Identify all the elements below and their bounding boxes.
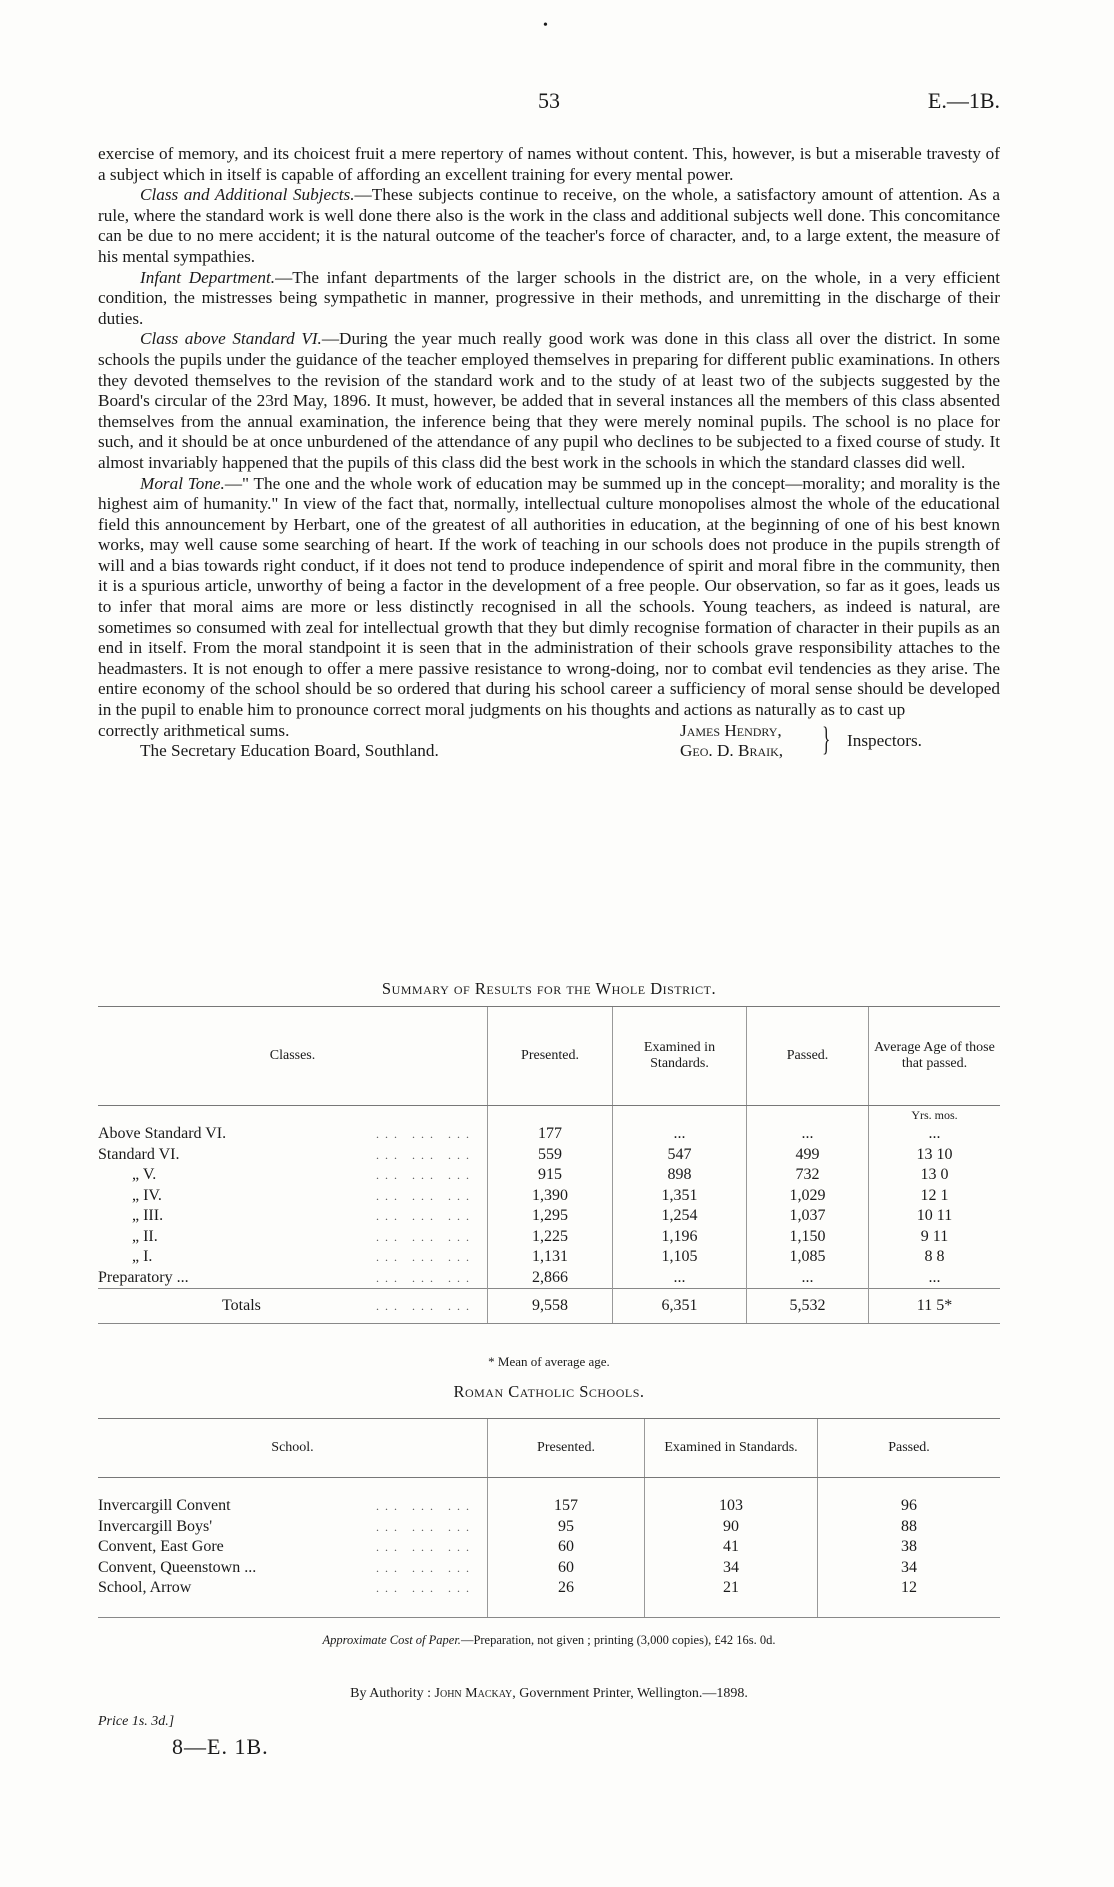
average-age-cell: ...	[869, 1268, 1001, 1289]
passed-cell: 38	[818, 1537, 1001, 1558]
examined-cell: 547	[613, 1145, 747, 1166]
document-reference: E.—1B.	[927, 88, 1000, 113]
examined-cell: 898	[613, 1165, 747, 1186]
examined-cell: 21	[645, 1578, 818, 1599]
examined-cell: ...	[613, 1124, 747, 1145]
paragraph-class-subjects	[98, 185, 1000, 267]
school-name: Convent, East Gore	[98, 1538, 224, 1555]
paragraph-continuation: exercise of memory, and its choicest fruit a mere repertory of names without content. This, however, is but a miserable travesty of a subject which in itself is capable of affording an excellent training for every mental power.	[98, 144, 1000, 184]
examined-cell: 34	[645, 1558, 818, 1579]
table-row	[98, 1268, 1000, 1289]
leader-dots: ... ... ...	[376, 1127, 475, 1141]
presented-cell: 157	[488, 1496, 645, 1517]
totals-label: Totals	[222, 1297, 261, 1314]
inspector-names	[680, 721, 783, 761]
examined-cell: 41	[645, 1537, 818, 1558]
addressee: The Secretary Education Board, Southland.	[140, 740, 439, 760]
leader-dots: ... ... ...	[376, 1519, 475, 1534]
rc-schools-table	[98, 1418, 1000, 1618]
table-row	[98, 1578, 1000, 1599]
presented-cell: 1,390	[488, 1186, 613, 1207]
average-age-cell: 10 11	[869, 1206, 1001, 1227]
authority-line	[98, 1686, 1000, 1702]
footnote: * Mean of average age.	[488, 1354, 610, 1369]
average-age-cell: 9 11	[869, 1227, 1001, 1248]
table-row	[98, 1145, 1000, 1166]
passed-cell: 96	[818, 1496, 1001, 1517]
spacer-row	[98, 1478, 1000, 1497]
table-row	[98, 1206, 1000, 1227]
table-row	[98, 1124, 1000, 1145]
paragraph-heading: Infant Department.	[140, 267, 276, 287]
class-name: „ V.	[132, 1166, 157, 1183]
summary-table	[98, 1006, 1000, 1324]
table-row	[98, 1227, 1000, 1248]
report-body	[98, 144, 1000, 763]
row-label-cell	[98, 1186, 488, 1207]
col-header-school: School.	[98, 1419, 488, 1478]
page-number: 53	[538, 88, 560, 113]
presented-cell: 26	[488, 1578, 645, 1599]
row-label	[98, 1186, 487, 1207]
class-name: „ IV.	[132, 1186, 162, 1204]
leader-dots: ... ... ...	[376, 1270, 475, 1285]
row-label	[98, 1537, 487, 1558]
row-label	[98, 1496, 487, 1517]
average-age-cell: 8 8	[869, 1247, 1001, 1268]
row-label	[98, 1268, 487, 1289]
page-header	[98, 88, 1000, 118]
row-label	[98, 1558, 487, 1579]
paragraph-text: —The infant departments of the larger schools in the district are, on the whole, in a very efficient condition, the mistresses being sympathetic in manner, progressive in their methods, and unremitting in the discharge of their duties.	[98, 267, 1000, 328]
row-label	[98, 1145, 487, 1166]
leader-dots: ... ... ...	[376, 1147, 475, 1162]
cost-note	[98, 1633, 1000, 1648]
cost-label: Approximate Cost of Paper.	[322, 1633, 461, 1647]
examined-cell: 1,351	[613, 1186, 747, 1207]
paragraph-last-line: correctly arithmetical sums.	[98, 720, 290, 740]
leader-dots: ... ... ...	[376, 1581, 475, 1595]
row-label	[98, 1124, 487, 1145]
paragraph-heading: Class and Additional Subjects.	[140, 185, 355, 205]
table-row	[98, 1165, 1000, 1186]
summary-table-title: Summary of Results for the Whole District.	[381, 979, 717, 998]
paragraph-text: —These subjects continue to receive, on the whole, a satisfactory amount of attention. As a rule, where the standard work is well done there also is the work in the class and additional subjects well done. This concomitance can be due to no mere accident; it is the natural outcome of the teacher's force of character, and, to a large extent, the measure of his mental sympathies.	[98, 185, 1001, 266]
presented-cell: 95	[488, 1517, 645, 1538]
school-name: Invercargill Convent	[98, 1497, 231, 1514]
paragraph-class-above-vi	[98, 329, 1000, 473]
presented-cell: 2,866	[488, 1268, 613, 1289]
row-label-cell	[98, 1247, 488, 1268]
row-label-cell	[98, 1145, 488, 1166]
class-name: Standard VI.	[98, 1145, 180, 1163]
total-presented: 9,558	[488, 1289, 613, 1324]
passed-cell: 499	[747, 1145, 869, 1166]
authority-suffix: Government Printer, Wellington.—1898.	[519, 1686, 748, 1701]
brace-icon: }	[822, 720, 831, 758]
leader-dots: ... ... ...	[376, 1560, 475, 1575]
passed-cell: 88	[818, 1517, 1001, 1538]
presented-cell: 1,225	[488, 1227, 613, 1248]
passed-cell: ...	[747, 1268, 869, 1289]
table-row	[98, 1517, 1000, 1538]
row-label-cell	[98, 1496, 488, 1517]
age-unit: Yrs. mos.	[869, 1106, 1001, 1125]
leader-dots: ... ... ...	[376, 1250, 475, 1264]
passed-cell: 1,085	[747, 1247, 869, 1268]
row-label-cell	[98, 1124, 488, 1145]
leader-dots: ... ... ...	[376, 1229, 475, 1244]
leader-dots: ... ... ...	[376, 1209, 475, 1223]
authority-prefix: By Authority :	[350, 1686, 432, 1701]
col-header-passed: Passed.	[818, 1419, 1001, 1478]
presented-cell: 1,131	[488, 1247, 613, 1268]
col-header-classes: Classes.	[98, 1007, 488, 1106]
rc-table-title: Roman Catholic Schools.	[453, 1382, 645, 1401]
row-label	[98, 1227, 487, 1248]
paragraph-infant-department	[98, 268, 1000, 330]
total-passed: 5,532	[747, 1289, 869, 1324]
row-label-cell	[98, 1558, 488, 1579]
passed-cell: 732	[747, 1165, 869, 1186]
col-header-examined: Examined in Standards.	[613, 1007, 747, 1106]
printer-name: John Mackay,	[434, 1686, 516, 1701]
school-name: School, Arrow	[98, 1579, 192, 1596]
class-name: Preparatory ...	[98, 1268, 189, 1286]
row-label-cell	[98, 1227, 488, 1248]
row-label-cell	[98, 1206, 488, 1227]
class-name: „ I.	[132, 1248, 153, 1265]
inspector-1: James Hendry,	[680, 720, 782, 740]
passed-cell: ...	[747, 1124, 869, 1145]
examined-cell: 103	[645, 1496, 818, 1517]
presented-cell: 60	[488, 1558, 645, 1579]
paragraph-heading: Class above Standard VI.	[140, 329, 322, 349]
col-header-passed: Passed.	[747, 1007, 869, 1106]
paragraph-heading: Moral Tone.	[140, 473, 225, 493]
leader-dots: ... ... ...	[376, 1188, 475, 1203]
passed-cell: 1,150	[747, 1227, 869, 1248]
examined-cell: 90	[645, 1517, 818, 1538]
row-label-cell	[98, 1578, 488, 1599]
leader-dots: ... ... ...	[376, 1540, 475, 1554]
leader-dots: ... ... ...	[376, 1168, 475, 1182]
passed-cell: 1,029	[747, 1186, 869, 1207]
row-label	[98, 1206, 487, 1227]
row-label	[98, 1165, 487, 1186]
unit-row	[98, 1106, 1000, 1125]
totals-row: Totals ... ... ... 9,558 6,351 5,532 11 5*	[98, 1289, 1000, 1324]
examined-cell: 1,105	[613, 1247, 747, 1268]
total-examined: 6,351	[613, 1289, 747, 1324]
col-header-average-age: Average Age of those that passed.	[869, 1007, 1001, 1106]
table-row	[98, 1496, 1000, 1517]
price: Price 1s. 3d.]	[98, 1714, 175, 1729]
paragraph-text: —During the year much really good work was done in this class all over the district. In some schools the pupils under the guidance of the teacher employed themselves in preparing for different public examinations. In others they devoted themselves to the revision of the standard work and to the study of at least two of the subjects suggested by the Board's circular of the 23rd May, 1896. It must, however, be added that in several instances all the members of this class absented themselves from the annual examination, the inference being that they were merely nominal pupils. The school is no place for such, and it should be at once unburdened of the attendance of any pupil who declines to be subjected to a fixed course of study. It almost invariably happened that the pupils of this class did the best work in the schools in which the standard classes did well.	[98, 329, 1001, 472]
signature-mark: 8—E. 1B.	[172, 1734, 269, 1759]
table-row	[98, 1247, 1000, 1268]
average-age-cell: ...	[869, 1124, 1001, 1145]
presented-cell: 1,295	[488, 1206, 613, 1227]
stray-mark: •	[543, 18, 548, 33]
row-label-cell	[98, 1517, 488, 1538]
presented-cell: 177	[488, 1124, 613, 1145]
cost-text: —Preparation, not given ; printing (3,000 copies), £42 16s. 0d.	[460, 1633, 776, 1647]
leader-dots: ... ... ...	[376, 1499, 475, 1513]
school-name: Invercargill Boys'	[98, 1517, 213, 1535]
presented-cell: 60	[488, 1537, 645, 1558]
class-name: Above Standard VI.	[98, 1125, 227, 1142]
row-label	[98, 1517, 487, 1538]
average-age-cell: 13 0	[869, 1165, 1001, 1186]
col-header-examined: Examined in Standards.	[645, 1419, 818, 1478]
row-label-cell	[98, 1268, 488, 1289]
row-label-cell	[98, 1165, 488, 1186]
table-row	[98, 1558, 1000, 1579]
paragraph-moral-tone	[98, 474, 1000, 721]
col-header-presented: Presented.	[488, 1419, 645, 1478]
class-name: „ III.	[132, 1207, 164, 1224]
spacer-row	[98, 1599, 1000, 1618]
row-label	[98, 1247, 487, 1268]
table-row	[98, 1537, 1000, 1558]
average-age-cell: 12 1	[869, 1186, 1001, 1207]
presented-cell: 559	[488, 1145, 613, 1166]
presented-cell: 915	[488, 1165, 613, 1186]
average-age-cell: 13 10	[869, 1145, 1001, 1166]
row-label	[98, 1578, 487, 1599]
row-label-cell	[98, 1537, 488, 1558]
examined-cell: ...	[613, 1268, 747, 1289]
school-name: Convent, Queenstown ...	[98, 1558, 257, 1576]
examined-cell: 1,196	[613, 1227, 747, 1248]
col-header-presented: Presented.	[488, 1007, 613, 1106]
passed-cell: 1,037	[747, 1206, 869, 1227]
signature-block	[98, 721, 1000, 763]
passed-cell: 34	[818, 1558, 1001, 1579]
table-header-row	[98, 1007, 1000, 1106]
table-row	[98, 1186, 1000, 1207]
examined-cell: 1,254	[613, 1206, 747, 1227]
passed-cell: 12	[818, 1578, 1001, 1599]
paragraph-text: —" The one and the whole work of education may be summed up in the concept—morality; and morality is the highest aim of humanity." In view of the fact that, normally, intellectual culture monopolises almost the whole of the educational field this announcement by Herbart, one of the greatest of all authorities in education, at the beginning of one of his best known works, may well cause some searching of heart. If the work of teaching in our schools does not produce in the pupils strength of will and a bias towards right conduct, if it does not tend to produce independence of spirit and moral fibre in the community, then it is a spurious article, unworthy of being a factor in the development of a free people. Our observation, so far as it goes, leads us to infer that moral aims are more or less distinctly recognised in all the schools. Young teachers, as indeed is natural, are sometimes so consumed with zeal for intellectual growth that they but dimly recognise formation of character in their pupils as an end in itself. From the moral standpoint it is seen that in the administration of their schools grave responsibility attaches to the headmasters. It is not enough to offer a mere passive resistance to wrong-doing, nor to combat evil tendencies as they arise. The entire economy of the school should be so ordered that during his school career a sufficiency of moral sense should be developed in the pupil to enable him to pronounce correct moral judgments on his thoughts and actions as naturally as to cast up	[98, 473, 1001, 720]
inspectors-label: Inspectors.	[847, 730, 922, 750]
inspector-2: Geo. D. Braik,	[680, 740, 784, 760]
table-header-row	[98, 1419, 1000, 1478]
total-age: 11 5*	[869, 1289, 1001, 1324]
class-name: „ II.	[132, 1227, 158, 1245]
